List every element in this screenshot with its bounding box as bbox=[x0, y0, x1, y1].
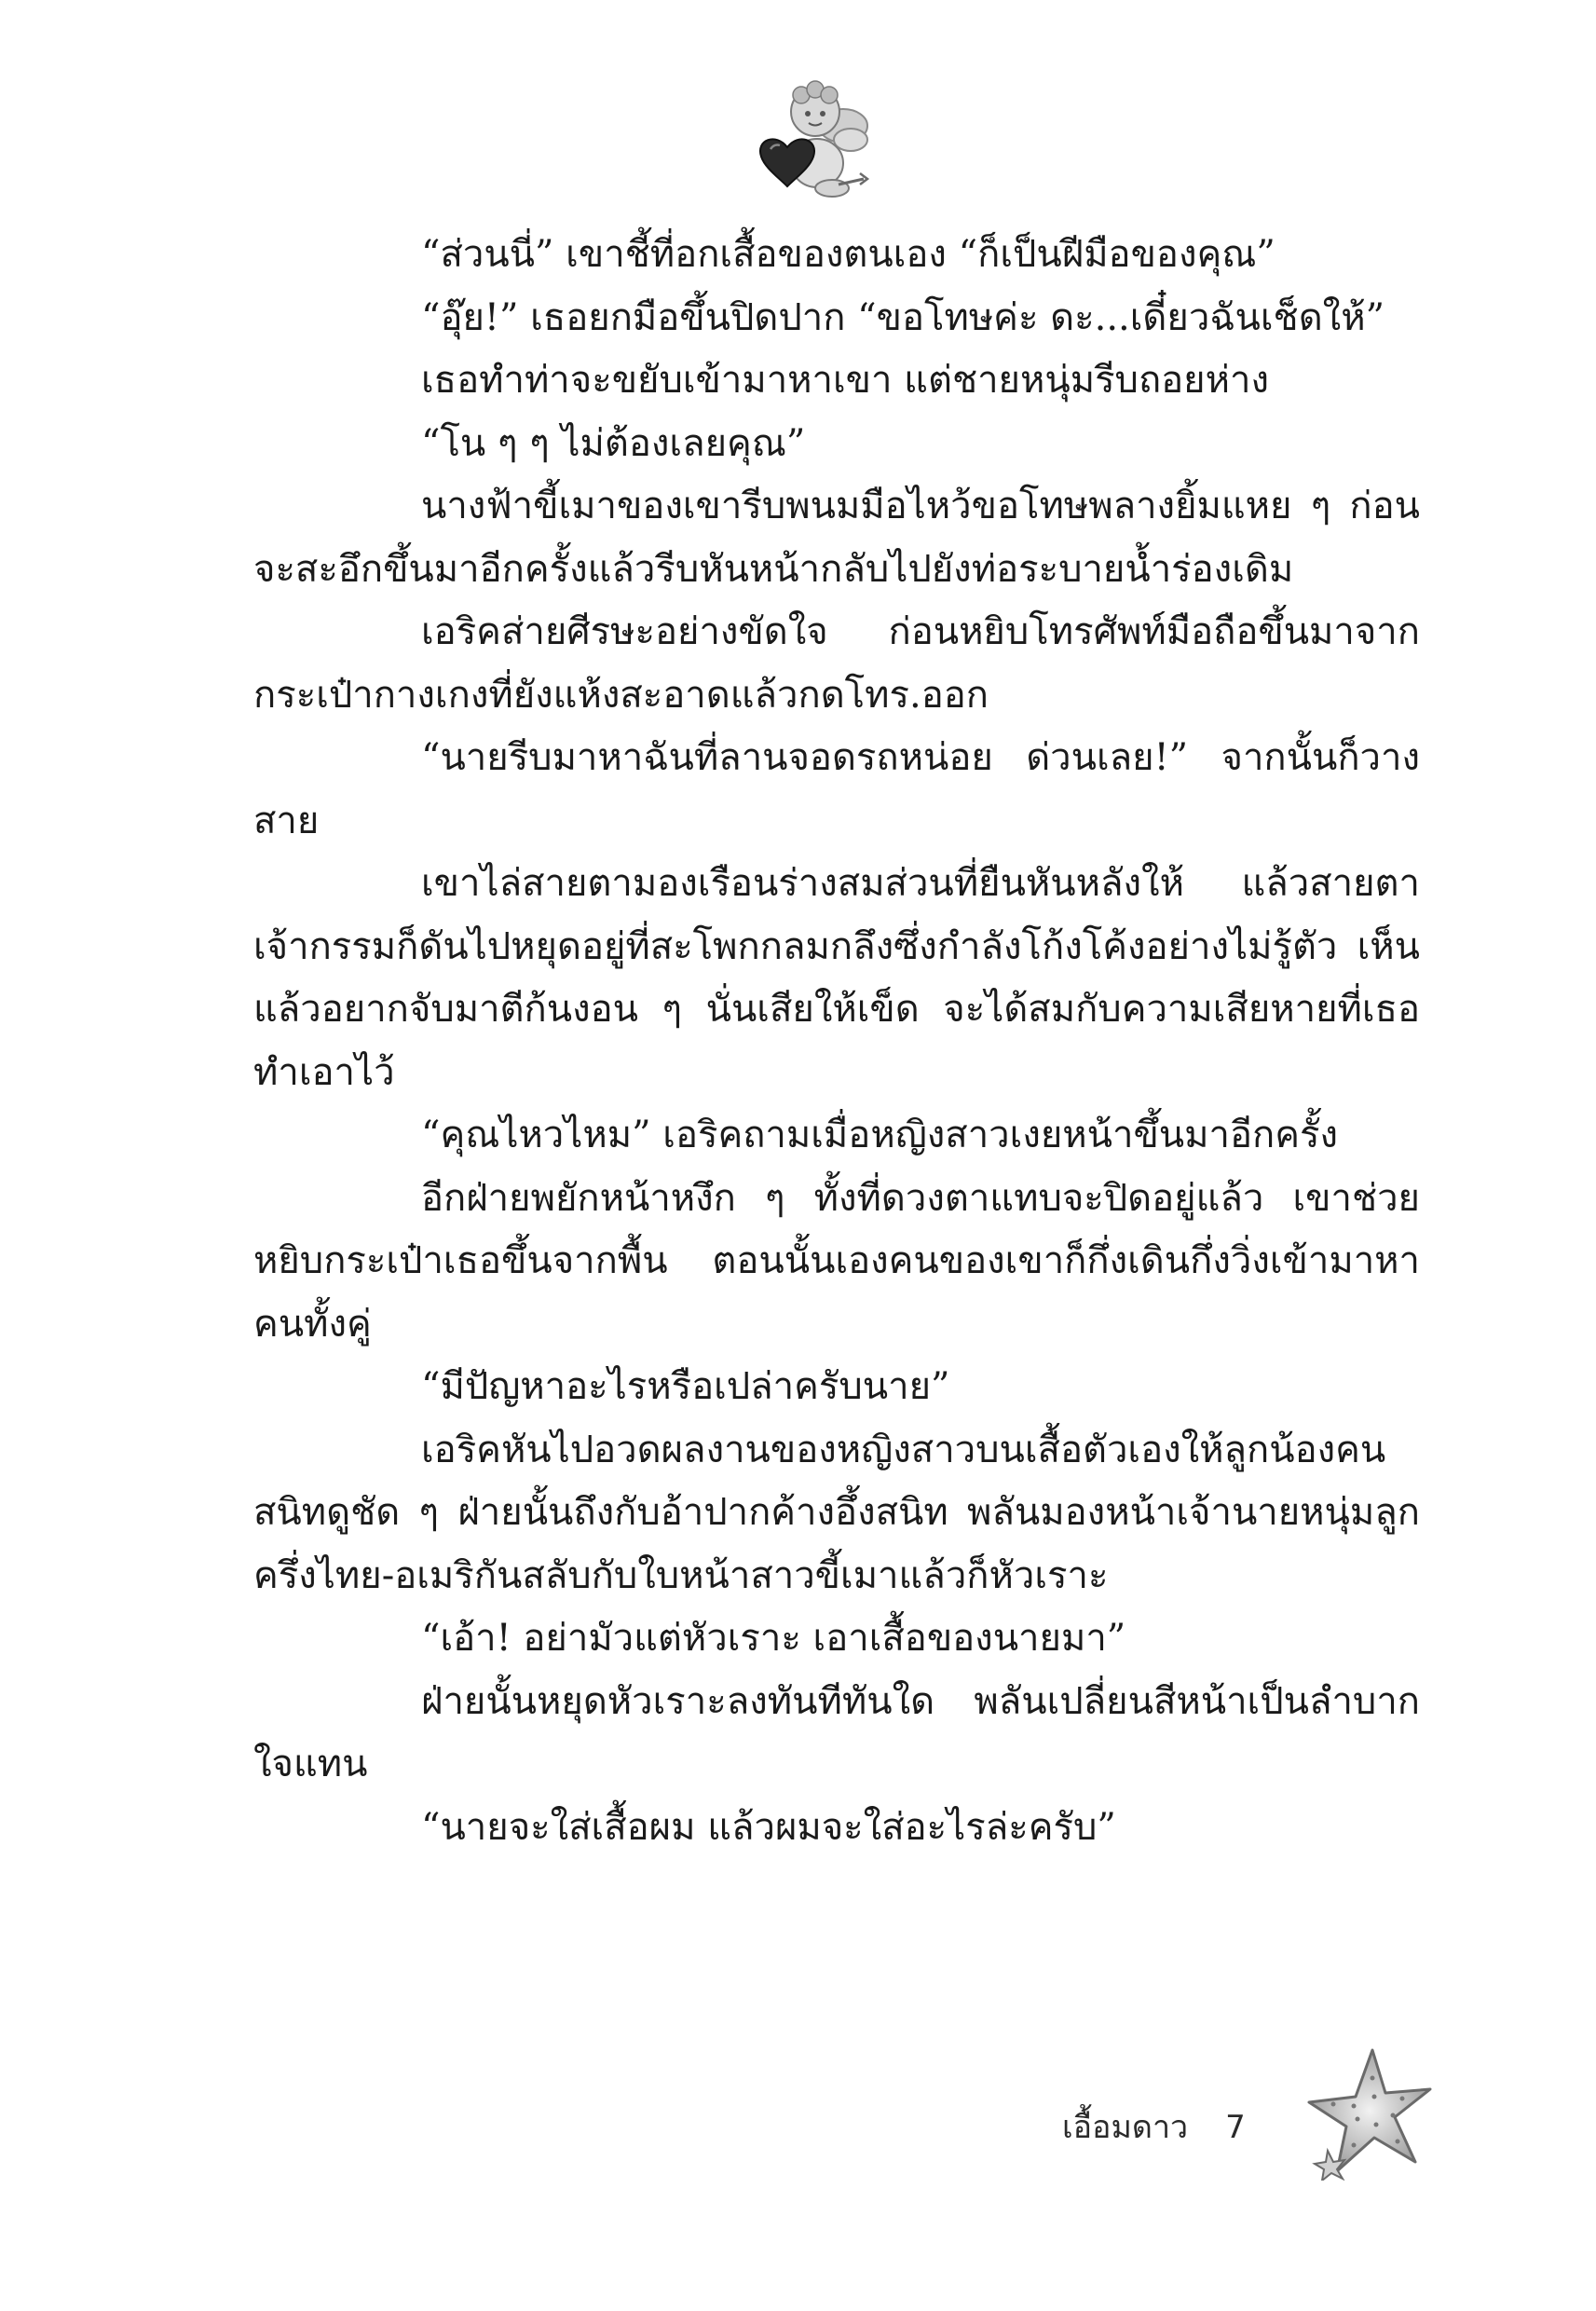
body-text bbox=[253, 224, 1420, 1859]
paragraph: “ส่วนนี่” เขาชี้ที่อกเสื้อของตนเอง “ก็เป็นฝีมือของคุณ” bbox=[421, 233, 1275, 276]
paragraph: เธอทำท่าจะขยับเข้ามาหาเขา แต่ชายหนุ่มรีบถอยห่าง bbox=[421, 359, 1269, 402]
cherub-with-heart-icon bbox=[750, 75, 871, 205]
paragraph: ฝ่ายนั้นหยุดหัวเราะลงทันทีทันใด พลันเปลี่ยนสีหน้าเป็นลำบากใจแทน bbox=[253, 1679, 1420, 1785]
page-footer bbox=[1062, 2101, 1246, 2152]
page-number: 7 bbox=[1225, 2109, 1246, 2146]
paragraph: “มีปัญหาอะไรหรือเปล่าครับนาย” bbox=[421, 1365, 950, 1408]
paragraph: “โน ๆ ๆ ไม่ต้องเลยคุณ” bbox=[421, 421, 806, 465]
paragraph: เขาไล่สายตามองเรือนร่างสมส่วนที่ยืนหันหลังให้ แล้วสายตาเจ้ากรรมก็ดันไปหยุดอยู่ที่สะโพกกลมกลึงซึ่งกำลังโก้งโค้งอย่างไม่รู้ตัว เห็นแล้วอยากจับมาตีก้นงอน ๆ นั่นเสียให้เข็ด จะได้สมกับความเสียหายที่เธอทำเอาไว้ bbox=[253, 862, 1420, 1094]
paragraph: อีกฝ่ายพยักหน้าหงึก ๆ ทั้งที่ดวงตาแทบจะปิดอยู่แล้ว เขาช่วยหยิบกระเป๋าเธอขึ้นจากพื้น ตอนนั้นเองคนของเขาก็กึ่งเดินกึ่งวิ่งเข้ามาหาคนทั้งคู่ bbox=[253, 1176, 1420, 1346]
paragraph: “คุณไหวไหม” เอริคถามเมื่อหญิงสาวเงยหน้าขึ้นมาอีกครั้ง bbox=[421, 1114, 1338, 1156]
paragraph: เอริคหันไปอวดผลงานของหญิงสาวบนเสื้อตัวเองให้ลูกน้องคนสนิทดูชัด ๆ ฝ่ายนั้นถึงกับอ้าปากค้างอึ้งสนิท พลันมองหน้าเจ้านายหนุ่มลูกครึ่งไทย-อเมริกันสลับกับใบหน้าสาวขี้เมาแล้วก็หัวเราะ bbox=[253, 1428, 1420, 1597]
paragraph: “เอ้า! อย่ามัวแต่หัวเราะ เอาเสื้อของนายมา” bbox=[421, 1617, 1126, 1660]
paragraph: “นายจะใส่เสื้อผม แล้วผมจะใส่อะไรล่ะครับ” bbox=[421, 1805, 1116, 1849]
starfish-icon bbox=[1300, 2041, 1439, 2181]
paragraph: “นายรีบมาหาฉันที่ลานจอดรถหน่อย ด่วนเลย!” จากนั้นก็วางสาย bbox=[253, 736, 1420, 842]
paragraph: นางฟ้าขี้เมาของเขารีบพนมมือไหว้ขอโทษพลางยิ้มแหย ๆ ก่อนจะสะอึกขึ้นมาอีกครั้งแล้วรีบหันหน้ากลับไปยังท่อระบายน้ำร่องเดิม bbox=[253, 485, 1420, 591]
paragraph: “อุ๊ย!” เธอยกมือขึ้นปิดปาก “ขอโทษค่ะ ดะ...เดี๋ยวฉันเช็ดให้” bbox=[421, 295, 1385, 339]
paragraph: เอริคส่ายศีรษะอย่างขัดใจ ก่อนหยิบโทรศัพท์มือถือขึ้นมาจากกระเป๋ากางเกงที่ยังแห้งสะอาดแล้วกดโทร.ออก bbox=[253, 610, 1420, 717]
book-title: เอื้อมดาว bbox=[1062, 2109, 1189, 2146]
